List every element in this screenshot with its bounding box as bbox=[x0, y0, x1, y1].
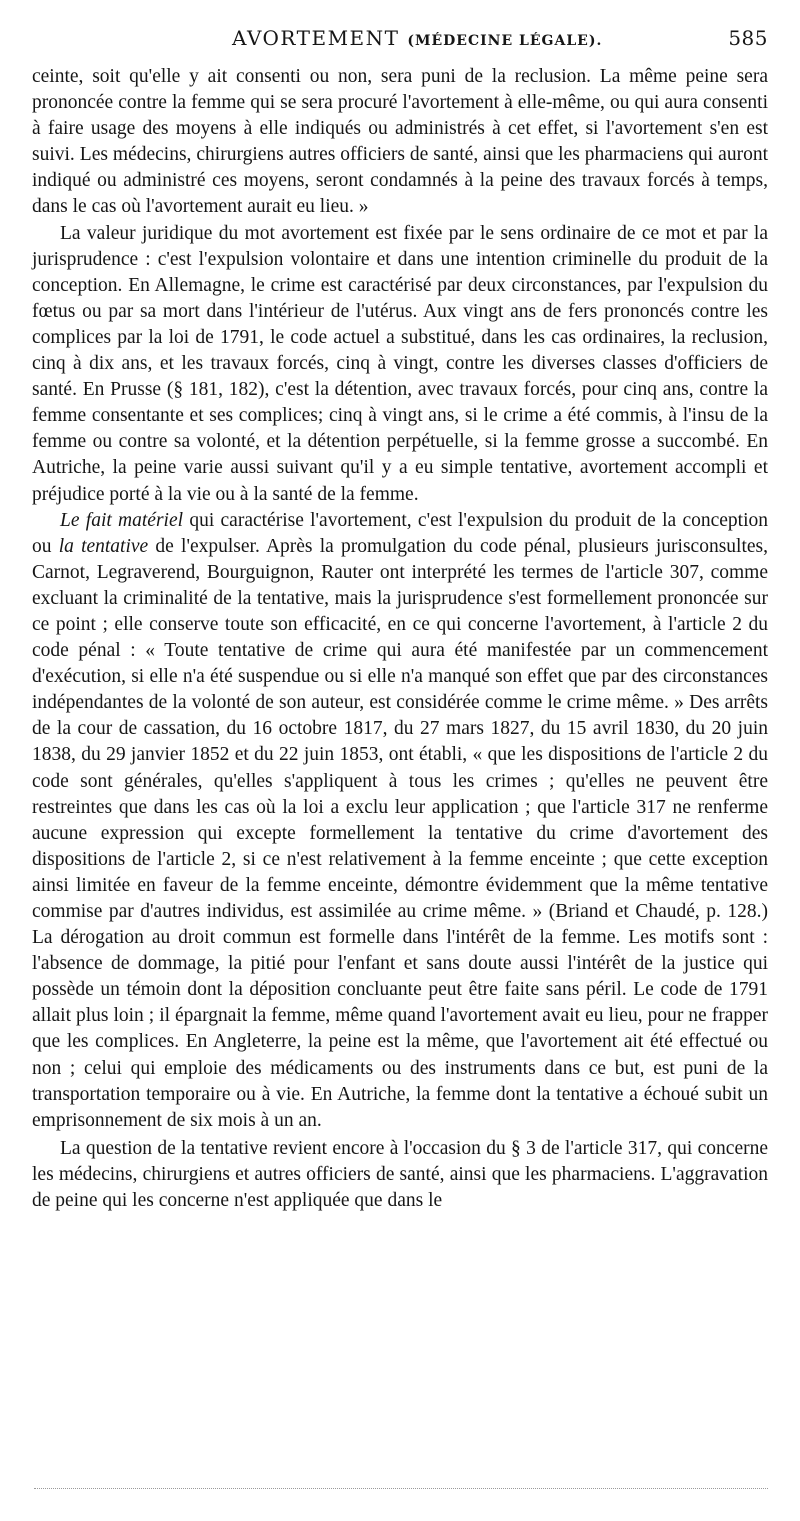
footer-dotted-rule bbox=[34, 1488, 768, 1489]
paragraph-2: La valeur juridique du mot avortement est fixée par le sens ordinaire de ce mot et par la jurisprudence : c'est l'expulsion volontaire et dans une intention criminelle du produit de la conception. En Allemagne, le crime est caractérisé par deux circonstances, par l'expulsion du fœtus ou par sa mort dans l'intérieur de l'utérus. Aux vingt ans de fers prononcés contre les complices par la loi de 1791, le code actuel a substitué, dans les cas ordinaires, la reclusion, cinq à dix ans, et les travaux forcés, cinq à vingt, contre les diverses classes d'officiers de santé. En Prusse (§ 181, 182), c'est la détention, avec travaux forcés, pour cinq ans, contre la femme consentante et ses complices; cinq à vingt ans, si le crime a été commis, à l'insu de la femme ou contre sa volonté, et la détention perpétuelle, si la femme grosse a succombé. En Autriche, la peine varie aussi suivant qu'il y a eu simple tentative, avortement accompli et préjudice porté à la vie ou à la santé de la femme. bbox=[32, 222, 768, 505]
running-head bbox=[32, 0, 768, 60]
italic-phrase-tentative: la tentative bbox=[58, 535, 149, 557]
paragraph-3 bbox=[32, 508, 768, 1134]
italic-phrase-fait-materiel: Le fait matériel bbox=[60, 509, 184, 531]
document-page bbox=[32, 0, 768, 1521]
page-number: 585 bbox=[728, 26, 768, 50]
paragraph-1: ceinte, soit qu'elle y ait consenti ou non, sera puni de la reclusion. La même peine sera prononcée contre la femme qui se sera procuré l'avortement à elle-même, ou qui aura consenti à faire usage des moyens à elle indiqués ou administrés à cet effet, si l'avortement s'en est suivi. Les médecins, chirurgiens autres officiers de santé, ainsi que les pharmaciens qui auront indiqué ou administré ces moyens, seront condamnés à la peine des travaux forcés à temps, dans le cas où l'avortement aurait eu lieu. » bbox=[32, 66, 768, 218]
paragraph-3-text-a: qui caractérise l'avortement, c'est l'expulsion du produit de la conception ou bbox=[32, 509, 768, 557]
running-title bbox=[232, 28, 602, 48]
running-title-qualifier: (MÉDECINE LÉGALE). bbox=[407, 33, 603, 49]
paragraph-4: La question de la tentative revient encore à l'occasion du § 3 de l'article 317, qui concerne les médecins, chirurgiens et autres officiers de santé, ainsi que les pharmaciens. L'aggravation de peine qui les concerne n'est appliquée que dans le bbox=[32, 1137, 768, 1212]
running-title-main: AVORTEMENT bbox=[232, 26, 400, 50]
body-text bbox=[32, 64, 768, 1214]
paragraph-3-text-b: de l'expulser. Après la promulgation du code pénal, plusieurs jurisconsultes, Carnot, Legraverend, Bourguignon, Rauter ont interprété les termes de l'article 307, comme excluant la criminalité de la tentative, mais la jurisprudence s'est formellement prononcée sur ce point ; elle conserve toute son efficacité, en ce qui concerne l'avortement, à l'article 2 du code pénal : « Toute tentative de crime qui aura été manifestée par un commencement d'exécution, si elle n'a été suspendue ou si elle n'a manqué son effet que par des circonstances indépendantes de la volonté de son auteur, est considérée comme le crime même. » Des arrêts de la cour de cassation, du 16 octobre 1817, du 27 mars 1827, du 15 avril 1830, du 20 juin 1838, du 29 janvier 1852 et du 22 juin 1853, ont établi, « que les dispositions de l'article 2 du code sont générales, qu'elles s'appliquent à tous les crimes ; qu'elles ne peuvent être restreintes que dans les cas où la loi a exclu leur application ; que l'article 317 ne renferme aucune expression qui excepte formellement la tentative du crime d'avortement des dispositions de l'article 2, si ce n'est relativement à la femme enceinte ; que cette exception ainsi limitée en faveur de la femme enceinte, démontre évidemment que la même tentative commise par d'autres individus, est assimilée au crime même. » (Briand et Chaudé, p. 128.) La dérogation au droit commun est formelle dans l'intérêt de la femme. Les motifs sont : l'absence de dommage, la pitié pour l'enfant et sans doute aussi l'intérêt de la justice qui possède un témoin dont la déposition concluante peut être faite sans péril. Le code de 1791 allait plus loin ; il épargnait la femme, même quand l'avortement avait eu lieu, pour ne frapper que les complices. En Angleterre, la peine est la même, que l'avortement ait été effectué ou non ; celui qui emploie des médicaments ou des instruments dans ce but, est puni de la transportation temporaire ou à vie. En Autriche, la femme dont la tentative a échoué subit un emprisonnement de six mois à un an. bbox=[32, 535, 768, 1131]
